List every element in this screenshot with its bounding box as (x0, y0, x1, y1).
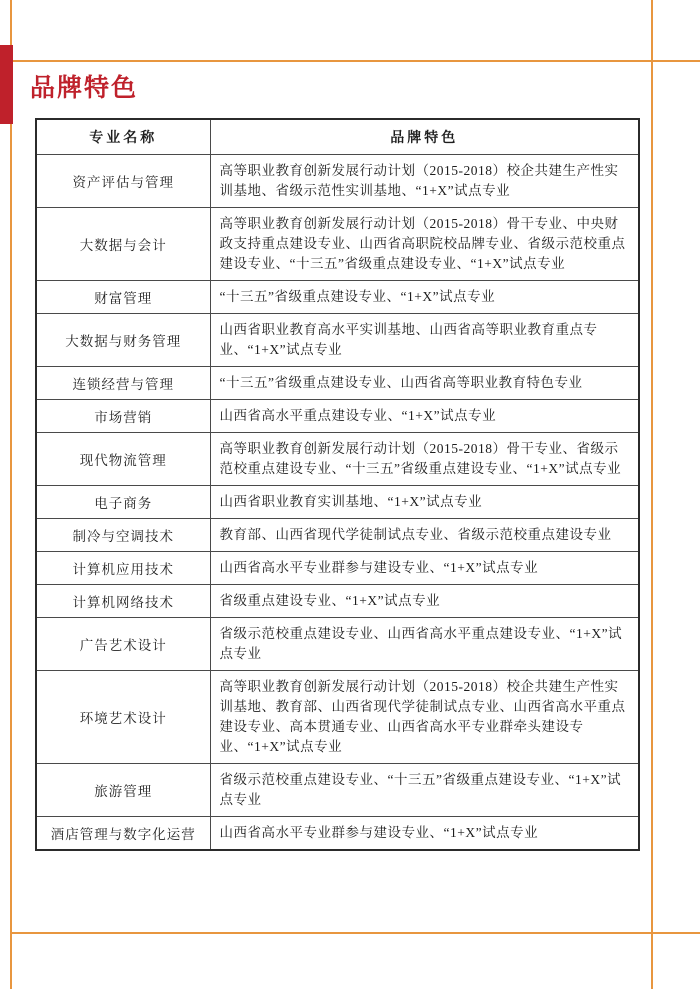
brand-features-cell: 山西省职业教育实训基地、“1+X”试点专业 (210, 486, 639, 519)
table-body (36, 155, 639, 851)
table-row (36, 552, 639, 585)
brand-features-cell: 教育部、山西省现代学徒制试点专业、省级示范校重点建设专业 (210, 519, 639, 552)
brand-features-cell: 高等职业教育创新发展行动计划（2015-2018）校企共建生产性实训基地、教育部、山西省现代学徒制试点专业、山西省高水平重点建设专业、高本贯通专业、山西省高水平专业群牵头建设专业、“1+X”试点专业 (210, 671, 639, 764)
major-name-cell: 大数据与会计 (36, 208, 210, 281)
major-name-cell: 现代物流管理 (36, 433, 210, 486)
table-row (36, 433, 639, 486)
right-margin-line (651, 0, 653, 989)
brand-features-cell: “十三五”省级重点建设专业、山西省高等职业教育特色专业 (210, 367, 639, 400)
table-row (36, 585, 639, 618)
top-rule-line (10, 60, 700, 62)
major-name-cell: 资产评估与管理 (36, 155, 210, 208)
brand-features-table (35, 118, 640, 851)
brand-features-cell: 高等职业教育创新发展行动计划（2015-2018）校企共建生产性实训基地、省级示范性实训基地、“1+X”试点专业 (210, 155, 639, 208)
brand-features-cell: “十三五”省级重点建设专业、“1+X”试点专业 (210, 281, 639, 314)
table-row (36, 367, 639, 400)
left-margin-line (10, 0, 12, 989)
table-header (36, 119, 639, 155)
table-row (36, 486, 639, 519)
brand-features-cell: 山西省高水平重点建设专业、“1+X”试点专业 (210, 400, 639, 433)
column-header-features: 品牌特色 (210, 119, 639, 155)
brand-features-cell: 山西省高水平专业群参与建设专业、“1+X”试点专业 (210, 817, 639, 851)
major-name-cell: 旅游管理 (36, 764, 210, 817)
brand-features-cell: 高等职业教育创新发展行动计划（2015-2018）骨干专业、中央财政支持重点建设专业、山西省高职院校品牌专业、省级示范校重点建设专业、“十三五”省级重点建设专业、“1+X”试点专业 (210, 208, 639, 281)
major-name-cell: 广告艺术设计 (36, 618, 210, 671)
bottom-rule-line (10, 932, 700, 934)
major-name-cell: 连锁经营与管理 (36, 367, 210, 400)
major-name-cell: 电子商务 (36, 486, 210, 519)
table-row (36, 208, 639, 281)
major-name-cell: 大数据与财务管理 (36, 314, 210, 367)
table-row (36, 314, 639, 367)
brand-features-cell: 高等职业教育创新发展行动计划（2015-2018）骨干专业、省级示范校重点建设专业、“十三五”省级重点建设专业、“1+X”试点专业 (210, 433, 639, 486)
major-name-cell: 制冷与空调技术 (36, 519, 210, 552)
brand-features-cell: 山西省高水平专业群参与建设专业、“1+X”试点专业 (210, 552, 639, 585)
major-name-cell: 酒店管理与数字化运营 (36, 817, 210, 851)
column-header-major: 专业名称 (36, 119, 210, 155)
major-name-cell: 环境艺术设计 (36, 671, 210, 764)
table-row (36, 400, 639, 433)
title-accent-bar (0, 45, 13, 124)
table-row (36, 764, 639, 817)
brand-features-cell: 山西省职业教育高水平实训基地、山西省高等职业教育重点专业、“1+X”试点专业 (210, 314, 639, 367)
table-row (36, 618, 639, 671)
table-row (36, 817, 639, 851)
major-name-cell: 财富管理 (36, 281, 210, 314)
table-row (36, 671, 639, 764)
major-name-cell: 计算机网络技术 (36, 585, 210, 618)
brand-features-cell: 省级示范校重点建设专业、山西省高水平重点建设专业、“1+X”试点专业 (210, 618, 639, 671)
major-name-cell: 计算机应用技术 (36, 552, 210, 585)
table-row (36, 519, 639, 552)
major-name-cell: 市场营销 (36, 400, 210, 433)
table-row (36, 281, 639, 314)
page-title: 品牌特色 (30, 74, 139, 102)
table-row (36, 155, 639, 208)
brand-features-cell: 省级示范校重点建设专业、“十三五”省级重点建设专业、“1+X”试点专业 (210, 764, 639, 817)
brand-features-cell: 省级重点建设专业、“1+X”试点专业 (210, 585, 639, 618)
